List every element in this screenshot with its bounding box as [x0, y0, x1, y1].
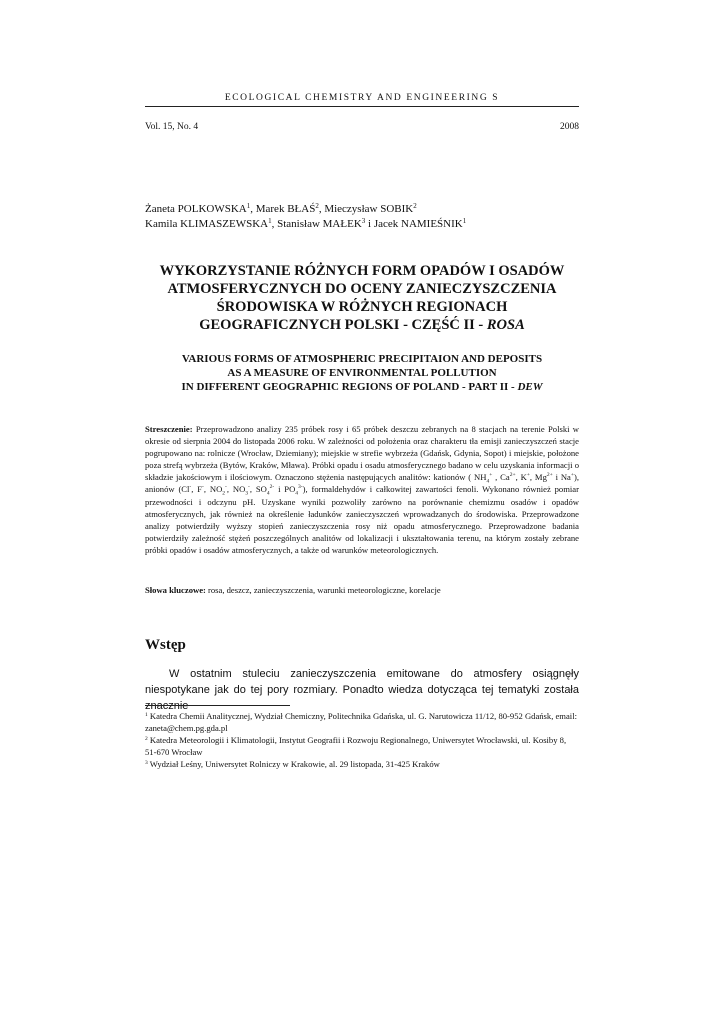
- footnote-number: 1: [145, 712, 148, 718]
- author-name: Mieczysław SOBIK: [324, 203, 414, 215]
- abstract-text: , NO: [226, 484, 246, 495]
- abstract-text: , F: [191, 484, 203, 495]
- formula-sup: +: [489, 472, 493, 479]
- abstract-text: i PO: [274, 484, 296, 495]
- formula-sub: 4: [295, 491, 299, 498]
- authors: [145, 202, 579, 232]
- title-english: [145, 352, 579, 394]
- author-affiliation: 1: [462, 217, 467, 225]
- abstract-text: i Na: [552, 472, 571, 483]
- title-en-line: VARIOUS FORMS OF ATMOSPHERIC PRECIPITAION AND DEPOSITS: [181, 353, 543, 365]
- section-heading: Wstęp: [145, 637, 186, 653]
- volume-number: Vol. 15, No. 4: [145, 122, 199, 132]
- journal-header: ECOLOGICAL CHEMISTRY AND ENGINEERING S: [224, 93, 500, 103]
- title-pl-line: WYKORZYSTANIE RÓŻNYCH FORM OPADÓW I OSADÓW: [159, 263, 565, 279]
- author-separator: i: [365, 218, 374, 230]
- abstract-text: , SO: [249, 484, 267, 495]
- author-affiliation: 1: [268, 217, 272, 225]
- title-en-text: IN DIFFERENT GEOGRAPHIC REGIONS OF POLAND - PART II -: [181, 381, 518, 393]
- author-name: Stanisław MAŁEK: [277, 218, 362, 230]
- header-rule: [145, 106, 579, 107]
- footnote-rule: [145, 705, 290, 706]
- author-name: Marek BŁAŚ: [255, 203, 316, 215]
- title-polish: [145, 262, 579, 334]
- footnote-number: 3: [145, 760, 148, 766]
- author-affiliation: 2: [413, 202, 417, 210]
- title-pl-italic: ROSA: [486, 317, 525, 333]
- title-en-line: AS A MEASURE OF ENVIRONMENTAL POLLUTION: [227, 367, 497, 379]
- formula-sup: 2-: [269, 484, 275, 491]
- abstract: [145, 423, 579, 556]
- formula-sup: +: [526, 472, 530, 479]
- formula-sub: 3: [245, 491, 249, 498]
- formula-sup: -: [189, 484, 192, 491]
- abstract-text: ), formaldehydów i całkowitej zawartości fenoli. Wykonano również pomiar przewodności i odczynu pH. Uzyskane wyniki pozwoliły zarówno na porównanie chemizmu osadów i opadów atmosferycznych, jak również na określenie ładunków zanieczyszczeń wprowadzanych do środowiska. Przeprowadzone analizy potwierdziły wyższy stopień zanieczyszczenia rosy niż opadu atmosferycznego. Przeprowadzone badania potwierdziły zależność stężeń poszczególnych analitów od lokalizacji i ukształtowania terenu, na którym zostały zebrane próbki opadów i osadów atmosferycznych, a także od warunków meteorologicznych.: [145, 484, 579, 555]
- abstract-text: , Mg: [529, 472, 547, 483]
- formula-sup: -: [225, 484, 227, 491]
- formula-sup: 2+: [546, 472, 553, 479]
- author-name: Jacek NAMIEŚNIK: [373, 218, 463, 230]
- footnotes: [145, 710, 579, 770]
- formula-sup: -: [202, 484, 204, 491]
- keywords-text: rosa, deszcz, zanieczyszczenia, warunki meteorologiczne, korelacje: [205, 585, 441, 595]
- formula-sup: -: [248, 484, 250, 491]
- authors-line-2: [145, 217, 579, 232]
- keywords-label: Słowa kluczowe:: [145, 585, 206, 595]
- author-name: Kamila KLIMASZEWSKA: [145, 218, 269, 230]
- title-en-line: [145, 380, 579, 394]
- volume-line: [145, 122, 579, 132]
- title-pl-text: GEOGRAFICZNYCH POLSKI - CZĘŚĆ II -: [199, 317, 487, 333]
- footnote-text: Katedra Chemii Analitycznej, Wydział Chemiczny, Politechnika Gdańska, ul. G. Narutowicza 11/12, 80-952 Gdańsk, email: zaneta@chem.pg.gda.pl: [145, 711, 577, 733]
- author-affiliation: 3: [361, 217, 366, 225]
- formula-sup: 3-: [298, 484, 303, 491]
- author-affiliation: 1: [246, 202, 251, 210]
- title-pl-line: ATMOSFERYCZNYCH DO OCENY ZANIECZYSZCZENIA: [167, 281, 557, 297]
- author-affiliation: 2: [315, 202, 319, 210]
- footnote: [145, 758, 579, 770]
- abstract-text: , NO: [203, 484, 223, 495]
- publication-year: 2008: [560, 122, 579, 132]
- abstract-text: , K: [515, 472, 527, 483]
- title-pl-line: [145, 316, 579, 334]
- footnote-text: Wydział Leśny, Uniwersytet Rolniczy w Krakowie, al. 29 listopada, 31-425 Kraków: [147, 759, 440, 769]
- formula-sup: 2+: [509, 472, 516, 479]
- authors-line-1: [145, 202, 579, 217]
- body-paragraph: W ostatnim stuleciu zanieczyszczenia emitowane do atmosfery osiągnęły niespotykane jak do tej pory rozmiary. Ponadto wiedza dotycząca tej tematyki została znacznie: [145, 668, 579, 712]
- footnote: [145, 710, 579, 734]
- footnote-number: 2: [145, 736, 148, 742]
- footnote: [145, 734, 579, 758]
- abstract-text: Przeprowadzono analizy 235 próbek rosy i 65 próbek deszczu zebranych na 8 stacjach na terenie Polski w okresie od sierpnia 2004 do listopada 2006 roku. W zależności od położenia oraz charakteru tła emisji zanieczyszczeń stacje pogrupowano na: rolnicze (Wrocław, Dziemiany); miejskie w strefie wybrzeża (Gdańsk, Gdynia, Sopot) i miejskie, położone poza strefą wybrzeża (Bytów, Kraków, Mława). Próbki opadu i osadu atmosferycznego badano w celu uzyskania informacji o składzie jakościowym i ilościowym. Oznaczono stężenia następujących analitów: kationów ( NH: [145, 424, 579, 483]
- abstract-label: Streszczenie:: [145, 424, 193, 434]
- formula-sub: 4: [266, 491, 270, 498]
- footnote-text: Katedra Meteorologii i Klimatologii, Instytut Geografii i Rozwoju Regionalnego, Uniwersytet Wrocławski, ul. Kosiby 8, 51-670 Wrocław: [145, 735, 567, 757]
- formula-sup: +: [570, 472, 574, 479]
- title-en-italic: DEW: [517, 381, 543, 393]
- formula-sub: 4: [486, 479, 490, 486]
- author-separator: ,: [271, 218, 278, 230]
- abstract-text: , Ca: [492, 472, 510, 483]
- abstract-text: ), anionów (Cl: [145, 472, 579, 495]
- keywords: [145, 585, 579, 595]
- formula-sub: 2: [222, 491, 226, 498]
- author-separator: ,: [318, 203, 325, 215]
- title-pl-line: ŚRODOWISKA W RÓŻNYCH REGIONACH: [216, 299, 508, 315]
- author-separator: ,: [250, 203, 256, 215]
- author-name: Żaneta POLKOWSKA: [145, 203, 247, 215]
